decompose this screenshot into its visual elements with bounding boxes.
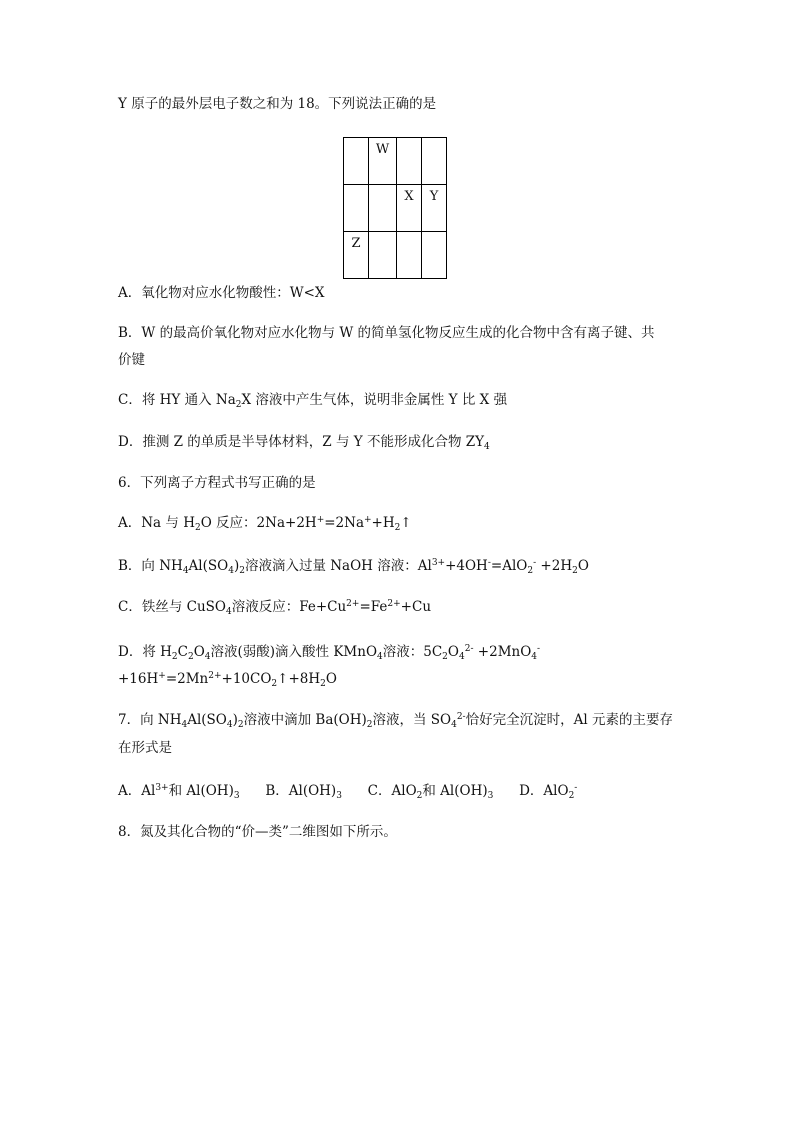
text-segment: O (577, 558, 589, 574)
text-segment: C．将 HY 通入 Na (118, 392, 236, 408)
text-segment: ↑+8H (277, 671, 321, 687)
superscript: + (158, 671, 166, 681)
table-cell: Y (422, 185, 447, 232)
text-segment: =2Na (324, 515, 364, 531)
text-segment: 恰好完全沉淀时，Al 元素的主要存 (465, 712, 673, 728)
text-segment: B．W 的最高价氧化物对应水化物与 W 的简单氢化物反应生成的化合物中含有离子键、共 (118, 325, 655, 341)
superscript: 3+ (155, 783, 169, 793)
text-segment: Y 原子的最外层电子数之和为 18。下列说法正确的是 (118, 96, 437, 112)
superscript: 2+ (208, 671, 222, 681)
text-segment: 溶液：5C (382, 644, 443, 660)
subscript: 2 (235, 400, 242, 410)
text-segment: +10CO (221, 671, 272, 687)
table-cell: W (369, 138, 397, 185)
subscript: 2 (237, 720, 244, 730)
subscript: 2 (442, 652, 448, 662)
superscript: 2+ (346, 599, 360, 609)
subscript: 2 (271, 679, 278, 689)
table-row (344, 232, 447, 279)
text-segment: C．铁丝与 CuSO (118, 599, 226, 615)
text-line (118, 515, 412, 531)
text-segment: 价键 (118, 352, 145, 368)
text-segment: 7．向 NH (118, 712, 182, 728)
subscript: 3 (487, 791, 494, 801)
text-segment: O (447, 644, 459, 660)
table-cell (422, 138, 447, 185)
subscript: 4 (458, 652, 465, 662)
subscript: 2 (527, 566, 534, 576)
text-line (118, 392, 507, 408)
text-line (118, 285, 325, 301)
text-segment: ) (232, 712, 238, 728)
superscript: 2+ (387, 599, 401, 609)
text-segment: +H (371, 515, 395, 531)
superscript: - (537, 644, 541, 654)
subscript: 2 (187, 652, 194, 662)
text-segment: X 溶液中产生气体，说明非金属性 Y 比 X 强 (241, 392, 508, 408)
text-line (118, 434, 490, 450)
subscript: 4 (531, 652, 538, 662)
text-segment: +4OH (445, 558, 488, 574)
text-line (118, 644, 540, 660)
table-cell: X (397, 185, 422, 232)
text-segment: 溶液(弱酸)滴入酸性 KMnO (210, 644, 378, 660)
subscript: 2 (239, 566, 245, 576)
table-cell (422, 232, 447, 279)
text-segment: =AlO (490, 558, 528, 574)
text-line (118, 558, 589, 574)
text-line (118, 599, 431, 615)
table-row (344, 185, 447, 232)
subscript: 4 (182, 566, 189, 576)
text-segment: 和 Al(OH) (168, 783, 234, 799)
table-cell: Z (344, 232, 369, 279)
subscript: 4 (204, 652, 211, 662)
subscript: 2 (194, 523, 201, 533)
subscript: 2 (171, 652, 178, 662)
subscript: 2 (366, 720, 373, 730)
subscript: 2 (568, 791, 575, 801)
text-line (118, 783, 577, 799)
table-cell (397, 138, 422, 185)
text-segment: =Fe (359, 599, 388, 615)
text-segment: Al(SO (187, 712, 227, 728)
text-segment: 溶液中滴加 Ba(OH) (243, 712, 367, 728)
text-segment: B．Al(OH) (239, 783, 337, 799)
superscript: 3+ (431, 558, 446, 568)
table-cell (344, 138, 369, 185)
text-segment: 和 Al(OH) (422, 783, 488, 799)
text-line (118, 325, 655, 341)
subscript: 2 (394, 523, 401, 533)
text-segment: Al(SO (188, 558, 229, 574)
superscript: - (533, 558, 537, 568)
text-segment: 8．氮及其化合物的“价—类”二维图如下所示。 (118, 824, 397, 840)
text-segment: A．Na 与 H (118, 515, 195, 531)
subscript: 2 (416, 791, 423, 801)
text-segment: A．Al (118, 783, 156, 799)
text-segment: D．将 H (118, 644, 172, 660)
text-segment: ) (233, 558, 240, 574)
subscript: 4 (228, 566, 234, 576)
text-segment: A．氧化物对应水化物酸性：W<X (118, 285, 325, 301)
superscript: - (487, 558, 491, 568)
table-cell (369, 185, 397, 232)
text-line (118, 475, 316, 491)
subscript: 4 (226, 720, 233, 730)
text-segment: O (325, 671, 337, 687)
subscript: 3 (233, 791, 240, 801)
subscript: 4 (377, 652, 383, 662)
subscript: 2 (320, 679, 326, 689)
text-line (118, 740, 172, 756)
superscript: - (574, 783, 578, 793)
table-row (344, 138, 447, 185)
subscript: 4 (181, 720, 188, 730)
text-segment: O 反应：2Na+2H (200, 515, 317, 531)
superscript: 2- (456, 712, 466, 722)
periodic-table-fragment (343, 137, 447, 279)
text-segment: ↑ (400, 515, 412, 531)
text-line (118, 712, 673, 728)
text-segment: O (193, 644, 205, 660)
text-segment: 溶液反应：Fe+Cu (231, 599, 347, 615)
superscript: + (316, 515, 325, 525)
subscript: 4 (484, 442, 490, 452)
text-segment: =2Mn (165, 671, 209, 687)
text-segment: D．AlO (493, 783, 569, 799)
superscript: 2- (464, 644, 474, 654)
text-segment: +Cu (400, 599, 432, 615)
subscript: 3 (336, 791, 342, 801)
text-line (118, 352, 145, 368)
subscript: 4 (225, 607, 232, 617)
text-segment: 溶液滴入过量 NaOH 溶液：Al (244, 558, 432, 574)
text-segment: 在形式是 (118, 740, 172, 756)
table-cell (344, 185, 369, 232)
text-segment: 6．下列离子方程式书写正确的是 (118, 475, 316, 491)
text-line (118, 824, 397, 840)
text-segment: +2H (536, 558, 573, 574)
text-segment: C．AlO (341, 783, 417, 799)
text-segment: 溶液，当 SO (372, 712, 452, 728)
text-segment: C (177, 644, 188, 660)
subscript: 4 (451, 720, 457, 730)
text-line (118, 671, 337, 687)
superscript: + (364, 515, 372, 525)
text-segment: D．推测 Z 的单质是半导体材料，Z 与 Y 不能形成化合物 ZY (118, 434, 485, 450)
text-segment: B．向 NH (118, 558, 183, 574)
table-cell (397, 232, 422, 279)
table-cell (369, 232, 397, 279)
text-segment: +16H (118, 671, 159, 687)
subscript: 2 (572, 566, 578, 576)
text-segment: +2MnO (473, 644, 532, 660)
text-line (118, 96, 436, 112)
